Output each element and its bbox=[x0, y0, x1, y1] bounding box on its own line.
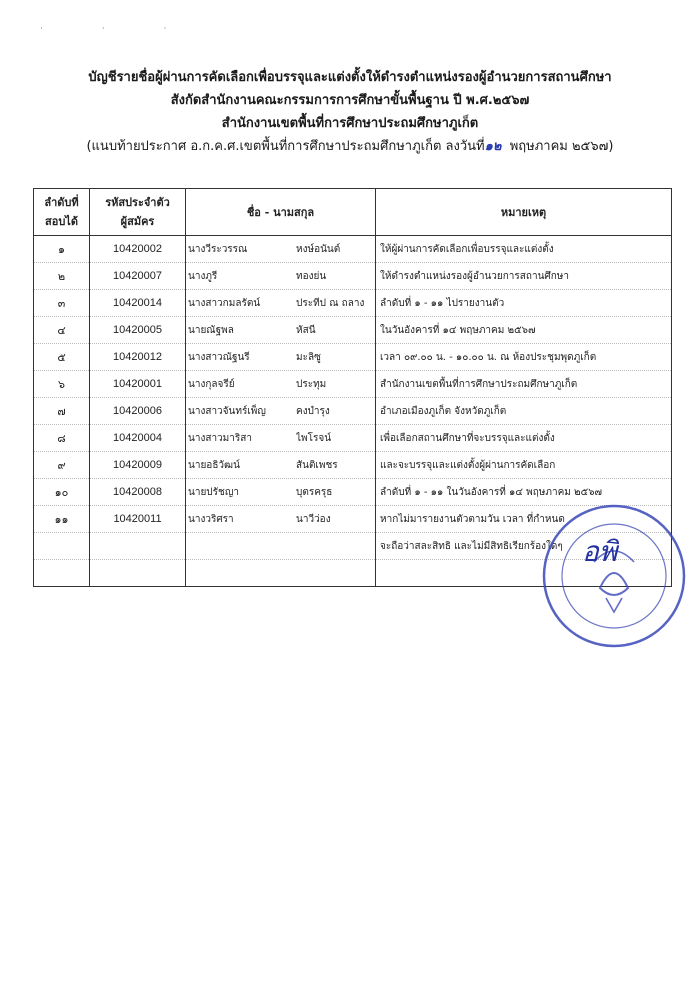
first-name: นางกุลจรีย์ bbox=[188, 378, 235, 390]
rank-cell: ๙ bbox=[34, 452, 90, 479]
rank-cell: ๗ bbox=[34, 398, 90, 425]
title-line-1: บัญชีรายชื่อผู้ผ่านการคัดเลือกเพื่อบรรจุและแต่งตั้งให้ดำรงตำแหน่งรองผู้อำนวยการสถานศึกษา bbox=[88, 70, 612, 85]
name-cell bbox=[186, 560, 376, 587]
last-name: หงษ์อนันต์ bbox=[296, 243, 341, 255]
table-header-row bbox=[34, 189, 672, 236]
remark-cell: เพื่อเลือกสถานศึกษาที่จะบรรจุและแต่งตั้ง bbox=[376, 425, 672, 452]
table-row bbox=[34, 236, 672, 263]
remark-cell: หากไม่มารายงานตัวตามวัน เวลา ที่กำหนด bbox=[376, 506, 672, 533]
first-name: นางวีระวรรณ bbox=[188, 243, 248, 255]
col-id-header: รหัสประจำตัว ผู้สมัคร bbox=[90, 189, 186, 236]
first-name: นายอธิวัฒน์ bbox=[188, 459, 240, 471]
remark-cell: ลำดับที่ ๑ - ๑๑ ไปรายงานตัว bbox=[376, 290, 672, 317]
applicant-id-cell: 10420009 bbox=[90, 452, 186, 479]
table-row bbox=[34, 317, 672, 344]
rank-cell: ๕ bbox=[34, 344, 90, 371]
first-name: นางสาวมาริสา bbox=[188, 432, 252, 444]
first-name: นางสาวกมลรัตน์ bbox=[188, 297, 261, 309]
col-name-header: ชื่อ - นามสกุล bbox=[186, 189, 376, 236]
name-cell bbox=[186, 263, 376, 290]
col-rank-header: ลำดับที่ สอบได้ bbox=[34, 189, 90, 236]
name-cell bbox=[186, 479, 376, 506]
applicant-id-cell: 10420006 bbox=[90, 398, 186, 425]
rank-cell: ๔ bbox=[34, 317, 90, 344]
first-name: นางวริศรา bbox=[188, 513, 234, 525]
name-cell bbox=[186, 398, 376, 425]
last-name: หัสนี bbox=[296, 324, 316, 336]
name-cell bbox=[186, 317, 376, 344]
remark-cell: ในวันอังคารที่ ๑๔ พฤษภาคม ๒๕๖๗ bbox=[376, 317, 672, 344]
last-name: มะลิซู bbox=[296, 351, 321, 363]
name-cell bbox=[186, 452, 376, 479]
name-cell bbox=[186, 344, 376, 371]
last-name: นาวีว่อง bbox=[296, 513, 331, 525]
last-name: ประทุม bbox=[296, 378, 327, 390]
table-row bbox=[34, 290, 672, 317]
remark-cell: เวลา ๐๙.๐๐ น. - ๑๐.๐๐ น. ณ ห้องประชุมพุดภูเก็ต bbox=[376, 344, 672, 371]
applicant-id-cell: 10420011 bbox=[90, 506, 186, 533]
last-name: สันติเพชร bbox=[296, 459, 338, 471]
table-row bbox=[34, 398, 672, 425]
rank-cell bbox=[34, 560, 90, 587]
scan-specks: · · · bbox=[40, 24, 195, 34]
rank-cell: ๒ bbox=[34, 263, 90, 290]
remark-cell: ลำดับที่ ๑ - ๑๑ ในวันอังคารที่ ๑๔ พฤษภาคม ๒๕๖๗ bbox=[376, 479, 672, 506]
official-seal-stamp bbox=[538, 500, 690, 652]
rank-cell: ๑ bbox=[34, 236, 90, 263]
handwritten-day: ๑๒ bbox=[484, 139, 502, 154]
remark-cell: จะถือว่าสละสิทธิ และไม่มีสิทธิเรียกร้องใดๆ bbox=[376, 533, 672, 560]
applicant-id-cell: 10420001 bbox=[90, 371, 186, 398]
table-row bbox=[34, 344, 672, 371]
name-cell bbox=[186, 290, 376, 317]
last-name: ประทีป ณ ถลาง bbox=[296, 297, 365, 309]
announcement-ref: (แนบท้ายประกาศ อ.ก.ค.ศ.เขตพื้นที่การศึกษาประถมศึกษาภูเก็ต ลงวันที่ bbox=[86, 139, 485, 154]
title-line-2: สังกัดสำนักงานคณะกรรมการการศึกษาขั้นพื้นฐาน ปี พ.ศ.๒๕๖๗ bbox=[170, 93, 530, 108]
rank-cell: ๘ bbox=[34, 425, 90, 452]
remark-cell: ให้ดำรงตำแหน่งรองผู้อำนวยการสถานศึกษา bbox=[376, 263, 672, 290]
applicant-id-cell: 10420002 bbox=[90, 236, 186, 263]
applicant-id-cell: 10420008 bbox=[90, 479, 186, 506]
first-name: นางสาวณัฐนรี bbox=[188, 351, 250, 363]
table-row bbox=[34, 425, 672, 452]
table-row bbox=[34, 452, 672, 479]
last-name: ทองย่น bbox=[296, 270, 327, 282]
remark-cell: ให้ผู้ผ่านการคัดเลือกเพื่อบรรจุและแต่งตั้ง bbox=[376, 236, 672, 263]
applicant-id-cell: 10420014 bbox=[90, 290, 186, 317]
name-cell bbox=[186, 425, 376, 452]
applicant-id-cell: 10420004 bbox=[90, 425, 186, 452]
last-name: ไพโรจน์ bbox=[296, 432, 332, 444]
rank-cell: ๖ bbox=[34, 371, 90, 398]
applicant-id-cell: 10420007 bbox=[90, 263, 186, 290]
remark-cell: อำเภอเมืองภูเก็ต จังหวัดภูเก็ต bbox=[376, 398, 672, 425]
applicant-id-cell: 10420012 bbox=[90, 344, 186, 371]
title-line-3: สำนักงานเขตพื้นที่การศึกษาประถมศึกษาภูเก็ต bbox=[221, 116, 479, 131]
remark-cell: สำนักงานเขตพื้นที่การศึกษาประถมศึกษาภูเก็ต bbox=[376, 371, 672, 398]
name-cell bbox=[186, 371, 376, 398]
name-cell bbox=[186, 533, 376, 560]
handwritten-signature: อพิ bbox=[582, 535, 618, 568]
rank-cell: ๓ bbox=[34, 290, 90, 317]
col-note-header: หมายเหตุ bbox=[376, 189, 672, 236]
first-name: นางสาวจันทร์เพ็ญ bbox=[188, 405, 266, 417]
remark-cell: และจะบรรจุและแต่งตั้งผู้ผ่านการคัดเลือก bbox=[376, 452, 672, 479]
document-header bbox=[0, 66, 700, 158]
first-name: นายปรัชญา bbox=[188, 486, 239, 498]
name-cell bbox=[186, 236, 376, 263]
last-name: บุตรครุธ bbox=[296, 486, 333, 498]
title-line-4 bbox=[0, 135, 700, 158]
announcement-month: พฤษภาคม ๒๕๖๗) bbox=[509, 139, 614, 154]
table-row bbox=[34, 371, 672, 398]
first-name: นายณัฐพล bbox=[188, 324, 234, 336]
first-name: นางภูรี bbox=[188, 270, 218, 282]
rank-cell: ๑๐ bbox=[34, 479, 90, 506]
applicant-id-cell: 10420005 bbox=[90, 317, 186, 344]
applicant-id-cell bbox=[90, 533, 186, 560]
table-row bbox=[34, 263, 672, 290]
rank-cell bbox=[34, 533, 90, 560]
rank-cell: ๑๑ bbox=[34, 506, 90, 533]
applicant-id-cell bbox=[90, 560, 186, 587]
name-cell bbox=[186, 506, 376, 533]
last-name: คงบำรุง bbox=[296, 405, 330, 417]
